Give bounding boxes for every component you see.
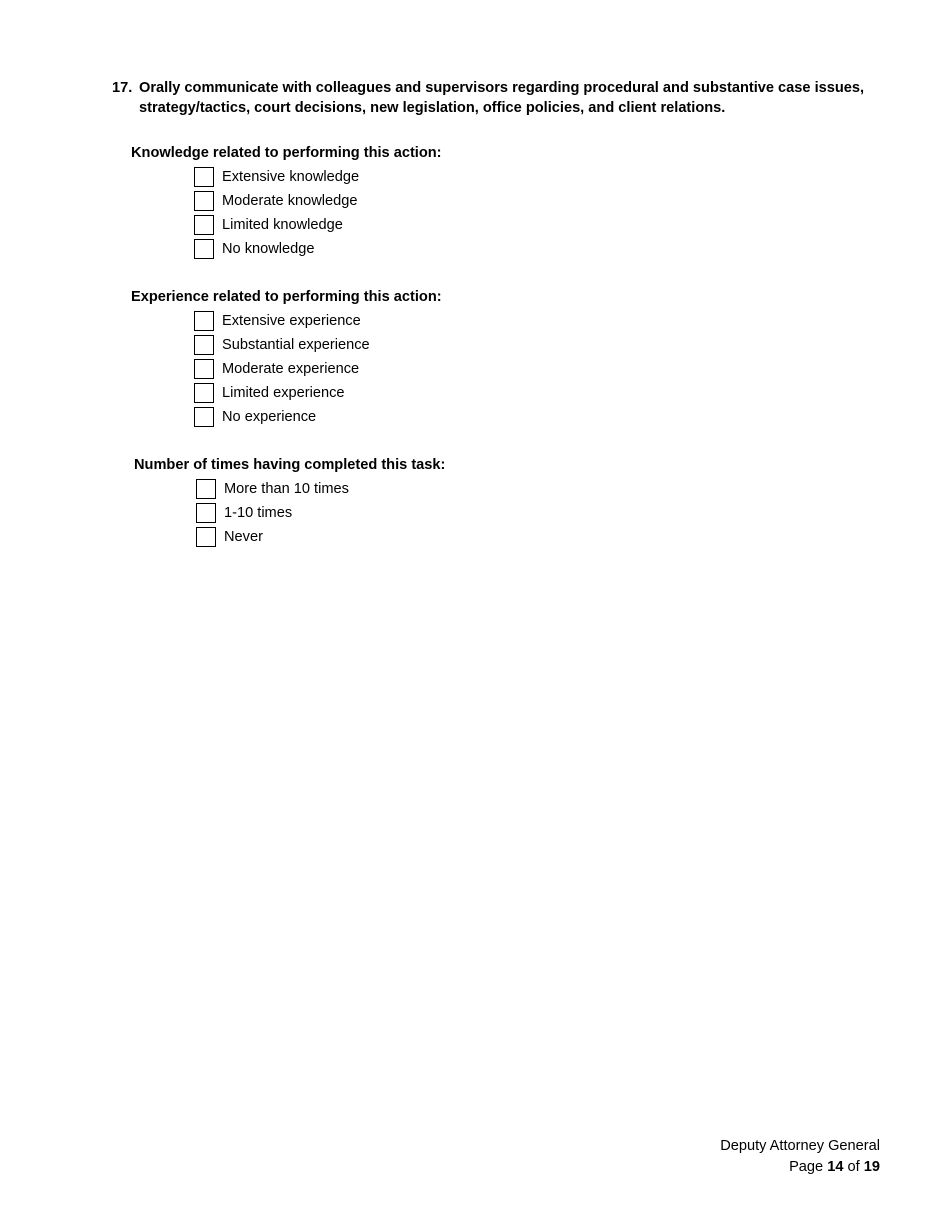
checkbox[interactable] <box>194 191 214 211</box>
option-label: More than 10 times <box>224 481 349 497</box>
times-completed-options <box>196 477 349 549</box>
times-option-more-than-10[interactable] <box>196 477 349 501</box>
checkbox[interactable] <box>194 335 214 355</box>
checkbox[interactable] <box>196 503 216 523</box>
checkbox[interactable] <box>194 359 214 379</box>
footer-title: Deputy Attorney General <box>720 1138 880 1154</box>
checkbox[interactable] <box>194 407 214 427</box>
question-17 <box>112 78 882 118</box>
option-label: No knowledge <box>222 241 315 257</box>
experience-heading: Experience related to performing this action: <box>131 289 442 305</box>
page-current: 14 <box>827 1159 844 1175</box>
checkbox[interactable] <box>196 527 216 547</box>
option-label: Moderate knowledge <box>222 193 358 209</box>
knowledge-option-none[interactable] <box>194 237 359 261</box>
option-label: Never <box>224 529 263 545</box>
times-option-1-10[interactable] <box>196 501 349 525</box>
experience-option-none[interactable] <box>194 405 370 429</box>
option-label: Limited knowledge <box>222 217 343 233</box>
option-label: No experience <box>222 409 317 425</box>
page-number <box>720 1157 880 1178</box>
question-text: Orally communicate with colleagues and supervisors regarding procedural and substantive case issues, strategy/tactics, court decisions, new legislation, office policies, and client relations. <box>139 80 865 116</box>
experience-option-substantial[interactable] <box>194 333 370 357</box>
knowledge-option-limited[interactable] <box>194 213 359 237</box>
experience-option-moderate[interactable] <box>194 357 370 381</box>
page-of: of <box>847 1159 860 1175</box>
times-option-never[interactable] <box>196 525 349 549</box>
checkbox[interactable] <box>194 383 214 403</box>
option-label: Limited experience <box>222 385 345 401</box>
option-label: Extensive knowledge <box>222 169 360 185</box>
experience-option-extensive[interactable] <box>194 309 370 333</box>
knowledge-option-extensive[interactable] <box>194 165 359 189</box>
option-label: Substantial experience <box>222 337 370 353</box>
page-footer <box>720 1136 880 1178</box>
experience-options <box>194 309 370 429</box>
question-number: 17. <box>112 80 133 96</box>
checkbox[interactable] <box>194 167 214 187</box>
option-label: Extensive experience <box>222 313 361 329</box>
knowledge-option-moderate[interactable] <box>194 189 359 213</box>
checkbox[interactable] <box>194 239 214 259</box>
experience-option-limited[interactable] <box>194 381 370 405</box>
knowledge-heading: Knowledge related to performing this action: <box>131 145 442 161</box>
option-label: Moderate experience <box>222 361 360 377</box>
checkbox[interactable] <box>194 311 214 331</box>
checkbox[interactable] <box>194 215 214 235</box>
option-label: 1-10 times <box>224 505 293 521</box>
checkbox[interactable] <box>196 479 216 499</box>
times-completed-heading: Number of times having completed this task: <box>134 457 446 473</box>
knowledge-options <box>194 165 359 261</box>
page-prefix: Page <box>789 1159 824 1175</box>
page-total: 19 <box>863 1159 880 1175</box>
